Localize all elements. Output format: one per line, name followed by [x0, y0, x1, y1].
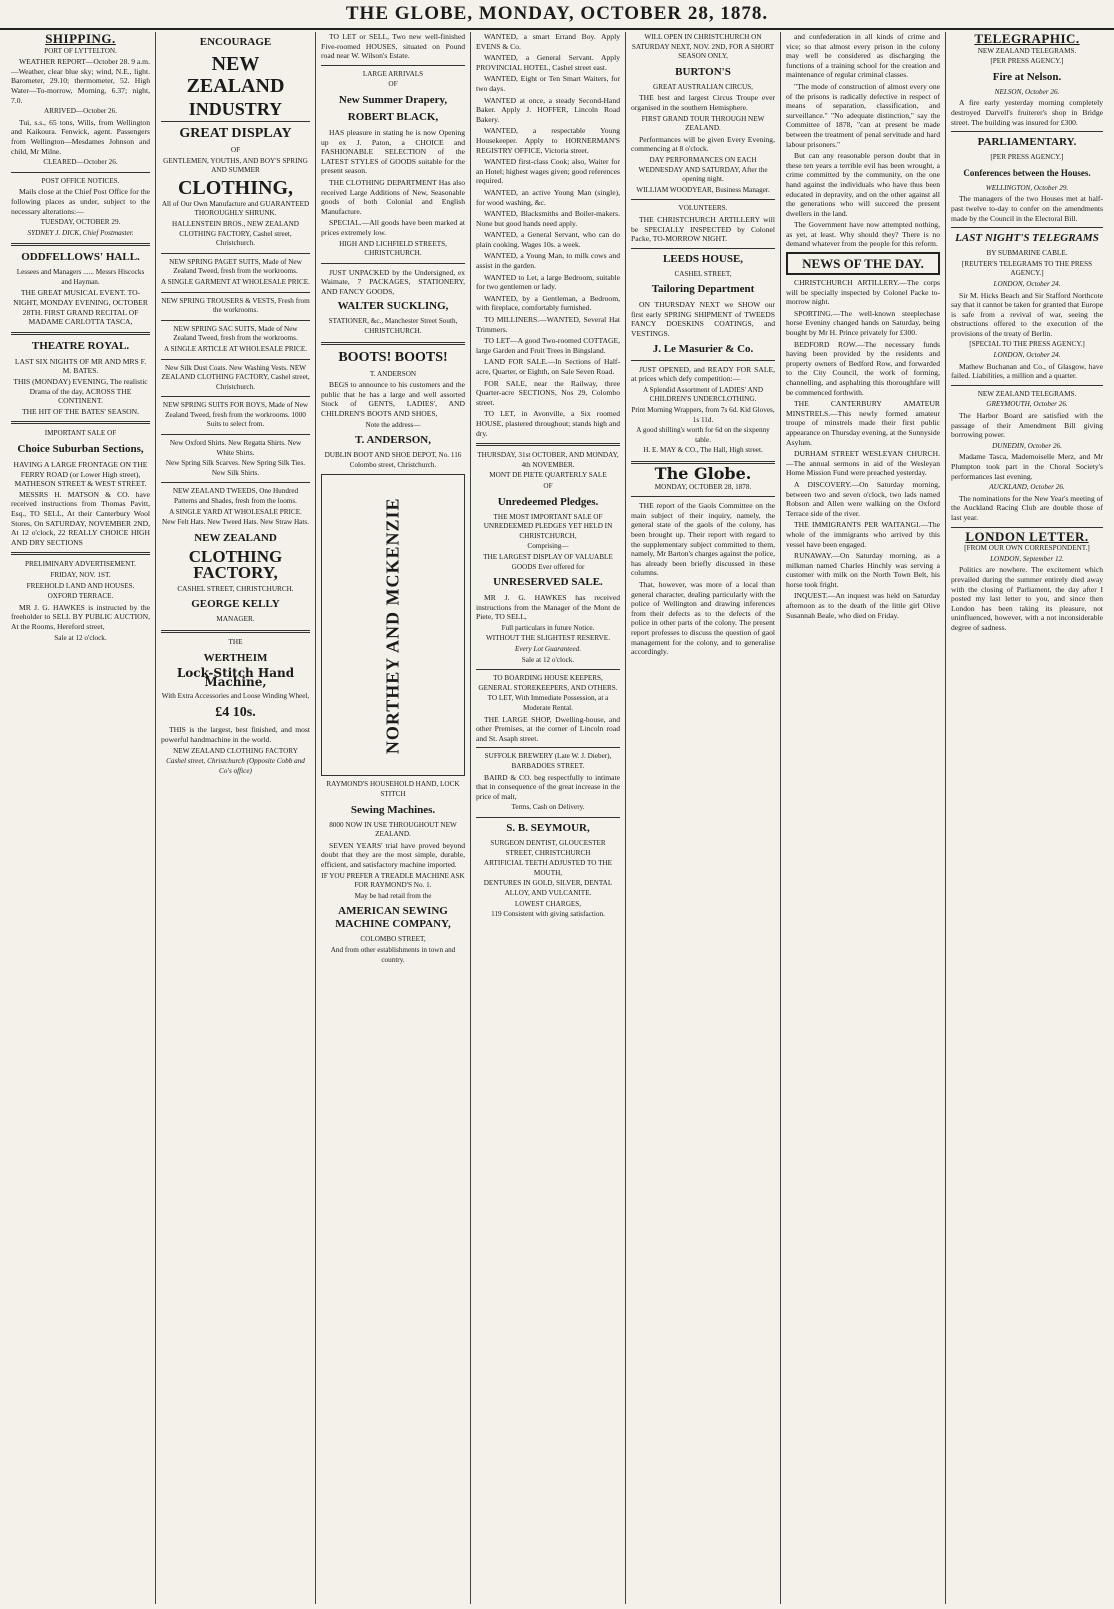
divider	[321, 65, 465, 66]
new-zealand-heading: NEW ZEALAND	[186, 53, 285, 97]
news-item: A DISCOVERY.—On Saturday morning, between two and seven o'clock, two lads named Robson and Allen were walking on the Oxford Terrace side of the river.	[786, 479, 940, 518]
encourage-heading: ENCOURAGE	[199, 36, 272, 48]
submarine-cable: BY SUBMARINE CABLE.	[986, 249, 1068, 258]
friday: FRIDAY, NOV. 1ST.	[50, 570, 111, 579]
black-text: HAS pleasure in stating he is now Opening up ex J. Paton, a CHOICE and FASHIONABLE SELECTION of the LATEST STYLES of GOODS suitable for the present season.	[321, 127, 465, 176]
wertheim-price: £4 10s.	[215, 705, 256, 721]
first-grand-tour: FIRST GRAND TOUR THROUGH NEW ZEALAND.	[641, 114, 765, 133]
news-item: INQUEST.—An inquest was held on Saturday afternoon as to the death of the little girl Olive Susannah Beale, who died on Friday.	[786, 591, 940, 620]
telegraphic-heading: TELEGRAPHIC.	[974, 32, 1080, 46]
prefer-treadle: IF YOU PREFER A TREADLE MACHINE ASK FOR RAYMOND'S No. 1.	[321, 871, 465, 890]
matson-notice: MESSRS H. MATSON & CO. have received instructions from Thomas Pavitt, Esq., TO SELL, At their Canterbury Wool Stores, On SATURDAY, NOVEMBER 2ND, At 12 o'clock, 22 REALLY CHOICE HIGH AND DRY SECTIONS	[11, 489, 150, 547]
underclothing: A Splendid Assortment of LADIES' AND CHILDREN'S UNDERCLOTHING.	[642, 385, 764, 404]
for-sale: FOR SALE, near the Railway, three Quarter-acre SECTIONS, Nos 29, Colombo street.	[476, 378, 620, 407]
anderson-2: T. ANDERSON,	[355, 434, 431, 447]
auckland-text: The nominations for the New Year's meeting of the Auckland Racing Club are double those of last year.	[951, 493, 1103, 522]
issue-date: MONDAY, OCTOBER 28, 1878.	[654, 482, 752, 491]
largest-display: THE LARGEST DISPLAY OF VALUABLE GOODS Ever offered for	[483, 552, 613, 571]
conferences: Conferences between the Houses.	[963, 167, 1091, 178]
dentures: DENTURES IN GOLD, SILVER, DENTAL ALLOY, AND VULCANITE.	[483, 879, 613, 897]
reuters: [REUTER'S TELEGRAMS TO THE PRESS AGENCY.]	[961, 259, 1093, 278]
leader-paragraph: The Government have now attempted nothing, as yet, at least. Why should they? There is no demand whatever from the people for this reform.	[786, 220, 940, 249]
divider	[11, 552, 150, 555]
wertheim-text: THIS is the largest, best finished, and most powerful handmachine in the world.	[161, 725, 310, 744]
to-let-ad: TO LET—A good Two-roomed COTTAGE, large Garden and Fruit Trees in Bingsland.	[476, 336, 620, 355]
divider	[161, 292, 310, 293]
divider	[631, 248, 775, 249]
boarding-house: TO BOARDING HOUSE KEEPERS, GENERAL STOREKEEPERS, AND OTHERS.	[478, 674, 618, 692]
divider	[476, 669, 620, 670]
gentlemen-line: GENTLEMEN, YOUTHS, AND BOY'S SPRING AND SUMMER	[163, 156, 308, 175]
press-agency: [PER PRESS AGENCY.]	[990, 153, 1064, 162]
silk-dust: New Silk Dust Coats. New Washing Vests. NEW ZEALAND CLOTHING FACTORY, Cashel street, Christchurch.	[161, 363, 310, 391]
divider	[951, 385, 1103, 386]
without-reserve: WITHOUT THE SLIGHTEST RESERVE.	[485, 634, 610, 643]
news-item: CHRISTCHURCH ARTILLERY.—The corps will be specially inspected by Colonel Packe to-morrow night.	[786, 278, 940, 307]
thursday-show: ON THURSDAY NEXT we SHOW our first early SPRING SHIPMENT of TWEEDS FANCY DOESKINS COATINGS, and VESTINGS.	[631, 300, 775, 339]
most-important: THE MOST IMPORTANT SALE OF UNREDEEMED PLEDGES YET HELD IN CHRISTCHURCH,	[483, 512, 613, 540]
weather-report: WEATHER REPORT—October 28. 9 a.m.—Weather, clear blue sky; wind, N.E., light. Barometer, 29.10; thermometer, 52. High Water—To-morrow, Morning, 6.37; night, 7.0.	[11, 57, 150, 105]
walter-suckling: WALTER SUCKLING,	[337, 300, 449, 313]
unreserved-sale: UNRESERVED SALE.	[493, 576, 603, 589]
news-item: DURHAM STREET WESLEYAN CHURCH.—The annual sermons in aid of the Wesleyan Home Mission Fund were preached yesterday.	[786, 449, 940, 478]
parliamentary: PARLIAMENTARY.	[977, 136, 1077, 149]
nz-telegrams: NEW ZEALAND TELEGRAMS.	[977, 46, 1077, 55]
extras: With Extra Accessories and Loose Winding Wheel,	[161, 691, 310, 700]
divider	[161, 359, 310, 360]
artillery-notice: THE CHRISTCHURCH ARTILLERY will be SPECIALLY INSPECTED by Colonel Packe, TO-MORROW NIGHT.	[631, 214, 775, 244]
london-letter-heading: LONDON LETTER.	[965, 528, 1089, 544]
seven-years: SEVEN YEARS' trial have proved beyond doubt that they are the most simple, durable, efficient, and satisfactory machine imported.	[321, 840, 465, 869]
of-label: OF	[230, 146, 241, 154]
wanted-ad: WANTED, a General Servant, who can do plain cooking. Wages 10s. a week.	[476, 230, 620, 249]
divider	[631, 199, 775, 200]
divider	[476, 817, 620, 818]
note-address: Note the address—	[365, 420, 421, 429]
column-6	[781, 32, 946, 1604]
may-be-had: May be had retail from the	[354, 891, 432, 900]
unpacked: JUST UNPACKED by the Undersigned, ex Waimate, 7 PACKAGES, STATIONERY, AND FANCY GOODS,	[321, 267, 465, 296]
leader-paragraph: But can any reasonable person doubt that in these ten years a terrible evil has been wrought, a crime committed by the community, on the one hand against the individuals who have thus been educated in depravity, and on the other against all the generations who will succeed the present dwellers in the land.	[786, 151, 940, 218]
nz-heading-2: NEW ZEALAND	[194, 531, 277, 544]
columns	[6, 32, 1108, 1604]
divider	[476, 747, 620, 748]
divider	[321, 263, 465, 264]
shilling-worth: A good shilling's worth for 6d on the sixpenny table.	[636, 426, 770, 444]
conf-text: The managers of the two Houses met at half-past twelve to-day to confer on the amendments made by the Council in the Electoral Bill.	[951, 194, 1103, 223]
own-correspondent: [FROM OUR OWN CORRESPONDENT.]	[964, 544, 1090, 553]
lockstitch: Lock-Stitch Hand Machine,	[176, 665, 295, 690]
leader-paragraph: and confederation in all kinds of crime and vice; so that almost every prison in the colony may well be considered as discharging the functions of a training school for the creation and maintenance of regular criminal classes.	[786, 32, 940, 80]
leeds-house: LEEDS HOUSE,	[662, 252, 744, 265]
own-manufacture: All of Our Own Manufacture and GUARANTEED THOROUGHLY SHRUNK.	[161, 199, 310, 218]
leader-paragraph: That, however, was more of a local than general character, dealing particularly with the police of Wellington and drawing inferences from their defects as to the defects of the police in other parts of the colony. The present report professes to discuss the question of gaol management for the colony, and to generalise accordingly.	[631, 579, 775, 657]
burton: BURTON'S	[675, 65, 731, 78]
felt-hats: New Felt Hats. New Tweed Hats. New Straw Hats.	[162, 518, 309, 527]
industry-heading: INDUSTRY	[188, 99, 283, 119]
sale-dates: THURSDAY, 31st OCTOBER, AND MONDAY, 4th NOVEMBER.	[477, 451, 619, 469]
of-label: OF	[388, 80, 398, 89]
divider	[631, 360, 775, 361]
boys-suits: NEW SPRING SUITS FOR BOYS, Made of New Zealand Tweed, fresh from the workrooms. 1000 Suits to select from.	[162, 401, 309, 429]
terms: Terms, Cash on Delivery.	[511, 803, 585, 812]
special: SPECIAL.—All goods have been marked at prices extremely low.	[321, 218, 465, 237]
le-masurier: J. Le Masurier & Co.	[652, 342, 754, 355]
land-for-sale: LAND FOR SALE.—In Sections of Half-acre, Quarter, or Eighth, on Sale Seven Road.	[476, 357, 620, 376]
george-kelly: GEORGE KELLY	[191, 598, 280, 611]
large-shop: THE LARGE SHOP, Dwelling-house, and other Premises, at the corner of Lincoln road and St. Asaph street.	[476, 714, 620, 743]
news-of-the-day: NEWS OF THE DAY.	[802, 256, 924, 272]
colombo-street: COLOMBO STREET,	[360, 935, 426, 944]
press-agency: [PER PRESS AGENCY.]	[990, 57, 1064, 66]
dunedin-date: DUNEDIN, October 26.	[992, 441, 1062, 450]
letter-text: Politics are nowhere. The excitement which prevailed during the summer entirely died away with the closing of Parliament, the day after I posted my last letter to you, and since then London has been taking its pleasure, not uninfluenced, however, with a not inconsiderable degree of sadness.	[951, 565, 1103, 632]
divider	[476, 443, 620, 446]
hawkes-notice: MR J. G. HAWKES is instructed by the freeholder to SELL BY PUBLIC AUCTION, At the Rooms, Hereford street,	[11, 602, 150, 631]
sewing-machines: Sewing Machines.	[350, 803, 436, 816]
milliners-ad: TO MILLINERS.—WANTED, Several Hat Trimmers.	[476, 315, 620, 334]
seymour: S. B. SEYMOUR,	[506, 821, 590, 834]
sale-time: Sale at 12 o'clock.	[54, 633, 107, 642]
wanted-ad: WANTED, Blacksmiths and Boiler-makers. None but good hands need apply.	[476, 209, 620, 228]
wanted-ad: WANTED, Eight or Ten Smart Waiters, for two days.	[476, 74, 620, 93]
column-2	[156, 32, 316, 1604]
dunedin-text: Madame Tasca, Mademoiselle Merz, and Mr Plumpton took part in the Choral Society's performances last evening.	[951, 452, 1103, 481]
preliminary: PRELIMINARY ADVERTISEMENT.	[25, 560, 136, 569]
divider	[11, 332, 150, 335]
this-evening: THIS (MONDAY) EVENING, The realistic Drama of the day, ACROSS THE CONTINENT.	[13, 377, 148, 406]
surgeon-dentist: SURGEON DENTIST, GLOUCESTER STREET, CHRISTCHURCH	[490, 838, 606, 857]
hawkes-notice: MR J. G. HAWKES has received instructions from the Manager of the Mont de Piete, TO SELL,	[476, 593, 620, 622]
column-7	[946, 32, 1108, 1604]
baird-notice: BAIRD & CO. beg respectfully to intimate that in consequence of the great increase in the price of malt,	[476, 772, 620, 801]
sale-time: Sale at 12 o'clock.	[521, 655, 575, 664]
post-office-text: Mails close at the Chief Post Office for the following places as under, subject to the necessary alterations:—	[11, 187, 150, 216]
sac-suits: NEW SPRING SAC SUITS, Made of New Zealand Tweed, fresh from the workrooms.	[173, 324, 298, 343]
news-of-the-day-box	[786, 252, 940, 275]
oxford-shirts: New Oxford Shirts. New Regatta Shirts. New White Shirts.	[169, 439, 302, 457]
comprising: Comprising—	[527, 542, 569, 551]
divider	[321, 342, 465, 345]
arrived-text: Tui, s.s., 65 tons, Wills, from Wellington and Kaikoura. Fenwick, agent. Passengers from Wellington—Mesdames Johnson and child, Mr Milne.	[11, 117, 150, 156]
anderson: T. ANDERSON	[369, 369, 417, 378]
volunteers: VOLUNTEERS.	[678, 204, 728, 213]
anderson-address: DUBLIN BOOT AND SHOE DEPOT, No. 116 Colombo street, Christchurch.	[324, 451, 462, 469]
to-let-premises: TO LET, With Immediate Possession, at a Moderate Rental.	[487, 694, 609, 713]
frontage: HAVING A LARGE FRONTAGE ON THE FERRY ROAD (or Lower High street), MATHESON STREET & WEST STREET.	[13, 460, 148, 489]
tailoring-department: Tailoring Department	[651, 283, 755, 296]
to-let-ad: TO LET, in Avonville, a Six roomed HOUSE, plastered throughout; stands high and dry.	[476, 409, 620, 438]
stationer: STATIONER, &c., Manchester Street South, CHRISTCHURCH.	[328, 317, 458, 336]
wrappers: Print Morning Wrappers, from 7s 6d. Kid Gloves, 1s 11d.	[631, 406, 775, 424]
divider	[11, 172, 150, 173]
in-use: 8000 NOW IN USE THROUGHOUT NEW ZEALAND.	[329, 820, 457, 839]
wanted-ad: WANTED first-class Cook; also, Waiter for an Hotel; highest wages given; good references required.	[476, 157, 620, 186]
special-press: [SPECIAL TO THE PRESS AGENCY.]	[969, 340, 1085, 349]
arrived-label: ARRIVED—October 26.	[43, 107, 118, 116]
wanted-ad: WANTED to Let, a large Bedroom, suitable for two gentlemen or lady.	[476, 272, 620, 292]
woodyear: WILLIAM WOODYEAR, Business Manager.	[636, 185, 770, 194]
nz-tweeds: NEW ZEALAND TWEEDS, One Hundred Patterns and Shades, fresh from the looms.	[172, 487, 299, 506]
wanted-ad: WANTED, a General Servant. Apply PROVINCIAL HOTEL, Cashel street east.	[476, 53, 620, 72]
day-performances: DAY PERFORMANCES ON EACH WEDNESDAY AND SATURDAY, After the opening night.	[638, 155, 768, 184]
fire-text: A fire early yesterday morning completely destroyed Darvell's fruiterer's shop in Bridge street. The building was insured for £300.	[951, 98, 1103, 127]
will-open: WILL OPEN IN CHRISTCHURCH ON SATURDAY NEXT, NOV. 2ND, FOR A SHORT SEASON ONLY,	[631, 33, 775, 61]
single-article: A SINGLE ARTICLE AT WHOLESALE PRICE.	[163, 344, 308, 353]
raymond: RAYMOND'S HOUSEHOLD HAND, LOCK STITCH	[326, 780, 460, 798]
divider	[951, 131, 1103, 132]
oddfellows-heading: ODDFELLOWS' HALL.	[21, 251, 140, 264]
news-item: THE IMMIGRANTS PER WAITANGI.—The whole of the immigrants who arrived by this vessel have been engaged.	[786, 520, 940, 549]
london-date-2: LONDON, October 24.	[993, 351, 1061, 360]
northey-mckenzie: NORTHEY AND MCKENZIE	[382, 497, 403, 754]
wanted-ad: WANTED, a respectable Young Housekeeper. Apply to HORNERMAN'S REGISTRY OFFICE, Victoria street.	[476, 126, 620, 155]
robert-black: ROBERT BLACK,	[347, 110, 439, 123]
factory-address: CASHEL STREET, CHRISTCHURCH.	[177, 584, 294, 593]
divider	[161, 320, 310, 321]
circus: GREAT AUSTRALIAN CIRCUS,	[653, 82, 753, 91]
unredeemed-pledges: Unredeemed Pledges.	[497, 495, 599, 508]
american-sewing: AMERICAN SEWING MACHINE COMPANY,	[335, 905, 451, 931]
greymouth-text: The Harbor Board are satisfied with the passage of their Amendment Bill giving borrowing power.	[951, 411, 1103, 440]
clothing-dept: THE CLOTHING DEPARTMENT Has also received Large Additions of New, Seasonable goods of both Colonial and English Manufacture.	[321, 177, 465, 216]
divider	[631, 496, 775, 497]
oxford-terrace: OXFORD TERRACE.	[47, 592, 114, 601]
suffolk-brewery: SUFFOLK BREWERY (Late W. J. Dieber), BARBADOES STREET.	[484, 752, 612, 770]
wanted-ad: WANTED, a smart Errand Boy. Apply EVENS & Co.	[476, 32, 620, 51]
shipping-heading: SHIPPING.	[45, 32, 116, 46]
great-display: GREAT DISPLAY	[179, 126, 292, 141]
news-item: BEDFORD ROW.—The necessary funds having been provided by the residents and property owners of Bedford Row, and forwarded to the City Council, the work of forming, channelling, and asphalting this thoroughfare will be commenced forthwith.	[786, 339, 940, 397]
divider	[161, 482, 310, 483]
artificial-teeth: ARTIFICIAL TEETH ADJUSTED TO THE MOUTH,	[483, 859, 613, 877]
just-opened: JUST OPENED, and READY FOR SALE, at prices which defy competition:—	[631, 364, 775, 384]
news-item: THE CANTERBURY AMATEUR MINSTRELS.—This newly formed amateur troupe of minstrels made their first public appearance on Thursday evening, at the Sunnyside Asylum.	[786, 399, 941, 447]
scarves: New Spring Silk Scarves. New Spring Silk Ties. New Silk Shirts.	[165, 459, 306, 477]
to-let-houses: TO LET or SELL, Two new well-finished Five-roomed HOUSES, situated on Pound road near W. Wilson's Estate.	[321, 32, 465, 61]
divider	[161, 434, 310, 435]
port-heading: PORT OF LYTTELTON.	[44, 46, 117, 55]
nz-telegrams-2: NEW ZEALAND TELEGRAMS.	[977, 389, 1077, 398]
leader-paragraph: "The mode of construction of almost every one of the prisons is radically defective in respect of means of separation, classification, and surveillance." "No adequate distinction," say the Committee of 1878, "can at present be made between the treatment of penal servitude and hard labour prisoners."	[786, 81, 940, 149]
paget-suits: NEW SPRING PAGET SUITS, Made of New Zealand Tweed, fresh from the workrooms.	[169, 257, 302, 276]
masthead-title: THE GLOBE, MONDAY, OCTOBER 28, 1878.	[0, 0, 1114, 30]
hit-of-season: THE HIT OF THE BATES' SEASON.	[21, 406, 140, 416]
column-3	[316, 32, 471, 1604]
fire-nelson: Fire at Nelson.	[992, 70, 1062, 83]
divider	[11, 421, 150, 424]
post-office-heading: POST OFFICE NOTICES.	[41, 176, 120, 185]
cashel-street: CASHEL STREET,	[674, 269, 732, 278]
wanted-ad: WANTED, a Young Man, to milk cows and assist in the garden.	[476, 251, 620, 271]
buchanan: Mathew Buchanan and Co., of Glasgow, have failed. Liabilities, a million and a quarter.	[951, 361, 1103, 381]
the-label: THE	[228, 638, 243, 646]
london-date: LONDON, October 24.	[993, 279, 1061, 288]
anderson-text: BEGS to announce to his customers and the public that he has a large and well assorted Stock of GENTS, LADIES', AND CHILDREN'S BOOTS AND SHOES,	[321, 380, 465, 419]
musical-event: THE GREAT MUSICAL EVENT. TO-NIGHT, MONDAY EVENING, OCTOBER 28TH. FIRST GRAND RECITAL OF MADAME CARLOTTA TASCA,	[13, 288, 148, 327]
theatre-heading: THEATRE ROYAL.	[31, 339, 130, 352]
other-establishments: And from other establishments in town and country.	[330, 945, 456, 964]
large-arrivals: LARGE ARRIVALS	[362, 69, 424, 78]
of-label: OF	[543, 481, 553, 490]
column-1	[6, 32, 156, 1604]
news-item: RUNAWAY.—On Saturday morning, as a milkman named Charles Hinchly was serving a customer with milk on the North Town Belt, his horse took fright.	[786, 551, 940, 589]
summer-drapery: New Summer Drapery,	[338, 93, 448, 106]
divider	[951, 527, 1103, 528]
divider	[161, 396, 310, 397]
conf-date: WELLINGTON, October 29.	[985, 183, 1069, 192]
trousers: NEW SPRING TROUSERS & VESTS, Fresh from the workrooms.	[161, 296, 310, 315]
clothing-factory: CLOTHING FACTORY,	[188, 546, 283, 582]
manager-label: MANAGER.	[216, 615, 255, 624]
column-4	[471, 32, 626, 1604]
wertheim: WERTHEIM	[203, 651, 268, 664]
choice-sections: Choice Suburban Sections,	[17, 443, 144, 455]
full-particulars: Full particulars in future Notice.	[501, 623, 595, 632]
wanted-ad: WANTED, by a Gentleman, a Bedroom, with fireplace, comfortably furnished.	[476, 293, 620, 313]
may-co: H. E. MAY & CO., The Hall, High street.	[643, 446, 763, 455]
letter-date: LONDON, September 12.	[990, 554, 1064, 563]
column-5	[626, 32, 781, 1604]
hallenstein: HALLENSTEIN BROS., NEW ZEALAND CLOTHING FACTORY, Cashel street, Christchurch.	[171, 219, 300, 248]
high-lichfield: HIGH AND LICHFIELD STREETS, CHRISTCHURCH.	[339, 239, 447, 258]
boots-heading: BOOTS! BOOTS!	[338, 349, 448, 365]
northey-mckenzie-ad	[321, 474, 465, 776]
last-nights-telegrams: LAST NIGHT'S TELEGRAMS	[955, 232, 1099, 245]
single-garment: A SINGLE GARMENT AT WHOLESALE PRICE.	[161, 277, 310, 286]
performances: Performances will be given Every Evening, commencing at 8 o'clock.	[631, 134, 775, 154]
wanted-ad: WANTED, an active Young Man (single), for wood washing, &c.	[476, 187, 620, 207]
oddfellows-sub: Lessees and Managers ...... Messrs Hiscocks and Hayman.	[16, 268, 145, 286]
mont-de-piete: MONT DE PIETE QUARTERLY SALE	[489, 471, 607, 480]
greymouth-date: GREYMOUTH, October 26.	[986, 400, 1068, 409]
the-globe-heading: The Globe.	[654, 464, 752, 483]
divider	[11, 243, 150, 246]
postmaster: SYDNEY J. DICK, Chief Postmaster.	[27, 228, 134, 237]
factory-2: NEW ZEALAND CLOTHING FACTORY	[173, 746, 298, 755]
lowest-charges: LOWEST CHARGES,	[514, 899, 582, 908]
cable-text: Sir M. Hicks Beach and Sir Stafford Northcote say that it cannot be taken for granted that Europe is safe from a revival of war, seeing the obstructions offered to the execution of the provisions of the treaty of Berlin.	[951, 290, 1103, 338]
leader-paragraph: THE report of the Gaols Committee on the main subject of their inquiry, namely, the general state of the gaols of the colony, has been brought up. Their report with regard to the supplementary subject committed to them, namely, Mr Barton's charges against the police, has already been briefly discussed in these columns.	[631, 501, 775, 578]
freehold: FREEHOLD LAND AND HOUSES.	[26, 581, 135, 590]
cleared-label: CLEARED—October 26.	[43, 158, 118, 167]
divider	[161, 121, 310, 122]
circus-text: THE best and largest Circus Troupe ever organised in the southern Hemisphere.	[631, 93, 775, 112]
last-six-nights: LAST SIX NIGHTS OF MR AND MRS F. M. BATES.	[14, 356, 147, 376]
divider	[951, 227, 1103, 228]
dentist-address: 119 Consistent with giving satisfaction.	[491, 910, 605, 919]
clothing-heading: CLOTHING,	[177, 176, 294, 199]
post-date: TUESDAY, OCTOBER 29.	[40, 218, 121, 227]
news-item: SPORTING.—The well-known steeplechase horse Eveniny changed hands on Saturday, being bought by Mr H. Prince privately for £300.	[786, 308, 940, 338]
factory-2-address: Cashel street, Christchurch (Opposite Cobb and Co's office)	[166, 757, 305, 775]
auckland-date: AUCKLAND, October 26.	[989, 483, 1065, 492]
fire-date: NELSON, October 26.	[994, 87, 1060, 96]
divider	[161, 630, 310, 633]
important-sale: IMPORTANT SALE OF	[44, 429, 117, 438]
divider	[161, 253, 310, 254]
every-lot: Every Lot Guaranteed.	[514, 645, 582, 654]
single-yard: A SINGLE YARD AT WHOLESALE PRICE.	[169, 507, 302, 516]
wanted-ad: WANTED at once, a steady Second-Hand Baker. Apply J. HOFFER, Lincoln Road Bakery.	[476, 95, 620, 124]
